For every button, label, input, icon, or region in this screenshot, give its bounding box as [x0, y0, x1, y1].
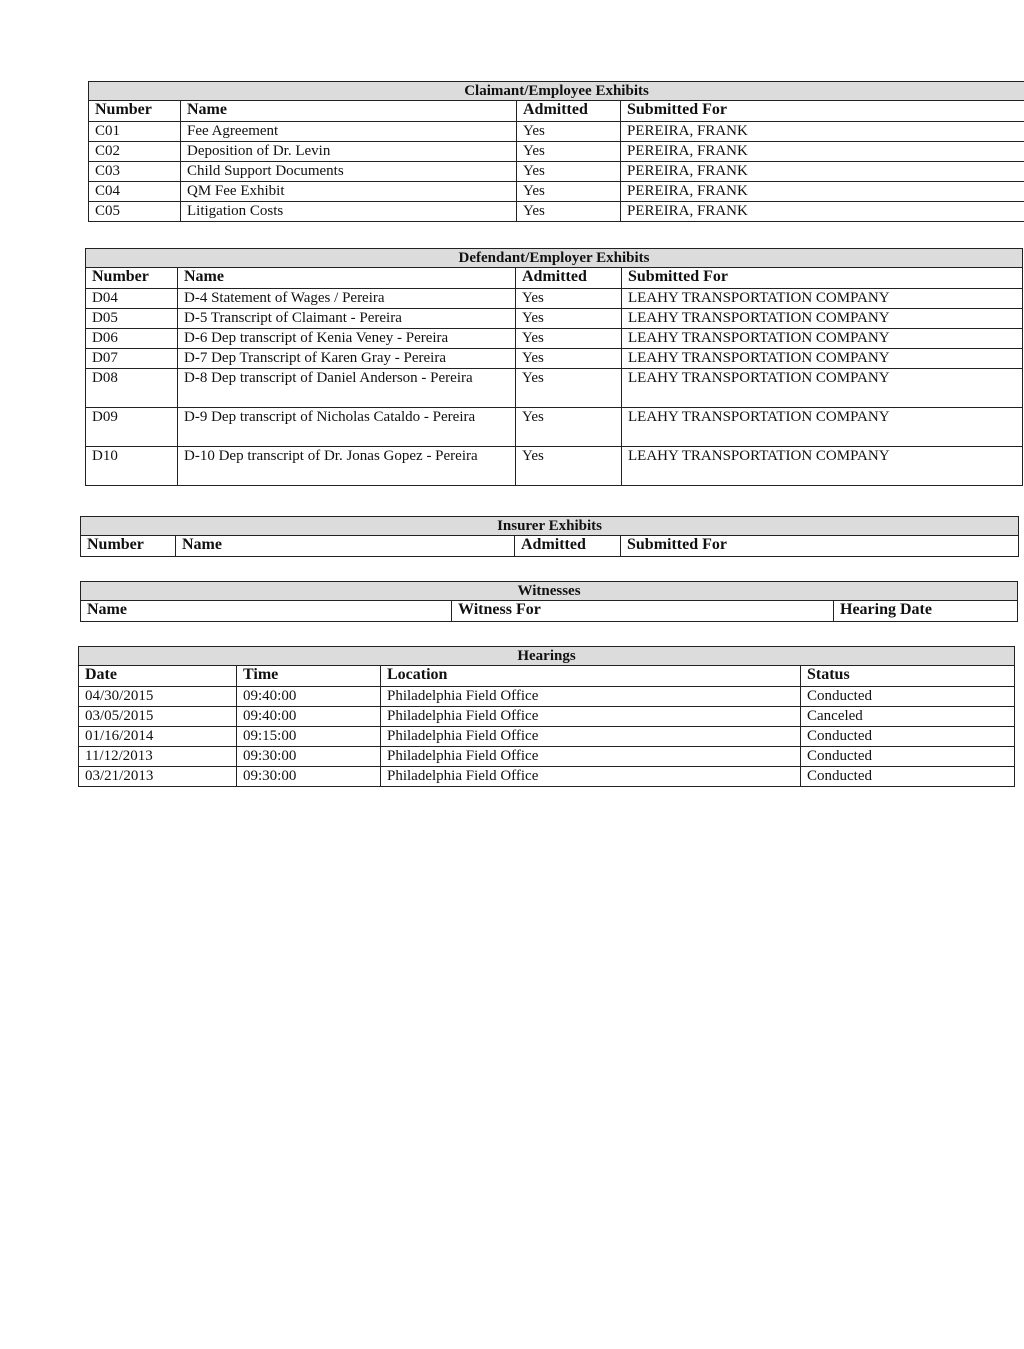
exhibit-number: D04 [86, 289, 178, 309]
exhibit-submitted-for: PEREIRA, FRANK [621, 202, 1024, 222]
column-header-number: Number [81, 536, 176, 557]
table-row [89, 122, 1024, 142]
exhibit-name: D-9 Dep transcript of Nicholas Cataldo - Pereira [178, 408, 516, 447]
hearing-date: 03/21/2013 [79, 767, 237, 787]
table-row [79, 767, 1015, 787]
exhibit-admitted: Yes [517, 202, 621, 222]
hearing-location: Philadelphia Field Office [381, 747, 801, 767]
exhibit-submitted-for: LEAHY TRANSPORTATION COMPANY [622, 309, 1023, 329]
column-header-status: Status [801, 666, 1015, 687]
exhibit-number: C03 [89, 162, 181, 182]
table-row [79, 707, 1015, 727]
claimant-exhibits-table [88, 81, 1024, 222]
exhibit-number: D08 [86, 369, 178, 408]
exhibit-admitted: Yes [516, 349, 622, 369]
exhibit-number: C01 [89, 122, 181, 142]
column-header-name: Name [181, 101, 517, 122]
exhibit-submitted-for: PEREIRA, FRANK [621, 142, 1024, 162]
exhibit-admitted: Yes [517, 122, 621, 142]
exhibit-admitted: Yes [516, 289, 622, 309]
hearing-time: 09:40:00 [237, 687, 381, 707]
exhibit-admitted: Yes [516, 447, 622, 486]
hearing-time: 09:30:00 [237, 747, 381, 767]
hearing-status: Conducted [801, 747, 1015, 767]
column-header-time: Time [237, 666, 381, 687]
column-header-location: Location [381, 666, 801, 687]
exhibit-admitted: Yes [516, 369, 622, 408]
exhibit-number: D06 [86, 329, 178, 349]
hearing-time: 09:40:00 [237, 707, 381, 727]
hearing-location: Philadelphia Field Office [381, 727, 801, 747]
table-row [86, 309, 1023, 329]
table-row [79, 687, 1015, 707]
exhibit-submitted-for: LEAHY TRANSPORTATION COMPANY [622, 349, 1023, 369]
exhibit-name: Fee Agreement [181, 122, 517, 142]
table-row [79, 747, 1015, 767]
column-header-hearing-date: Hearing Date [834, 601, 1018, 622]
exhibit-number: C04 [89, 182, 181, 202]
exhibit-submitted-for: LEAHY TRANSPORTATION COMPANY [622, 447, 1023, 486]
column-header-number: Number [86, 268, 178, 289]
exhibit-name: D-5 Transcript of Claimant - Pereira [178, 309, 516, 329]
hearing-status: Conducted [801, 767, 1015, 787]
exhibit-submitted-for: PEREIRA, FRANK [621, 122, 1024, 142]
table-row [89, 202, 1024, 222]
column-header-admitted: Admitted [515, 536, 621, 557]
column-header-submitted-for: Submitted For [621, 101, 1024, 122]
column-header-submitted-for: Submitted For [622, 268, 1023, 289]
column-header-date: Date [79, 666, 237, 687]
insurer-exhibits-table [80, 516, 1019, 557]
column-header-witness-for: Witness For [452, 601, 834, 622]
hearing-location: Philadelphia Field Office [381, 767, 801, 787]
hearing-time: 09:30:00 [237, 767, 381, 787]
exhibit-name: QM Fee Exhibit [181, 182, 517, 202]
hearings-table [78, 646, 1015, 787]
exhibit-name: D-8 Dep transcript of Daniel Anderson - Pereira [178, 369, 516, 408]
column-header-name: Name [176, 536, 515, 557]
exhibit-name: Litigation Costs [181, 202, 517, 222]
hearing-time: 09:15:00 [237, 727, 381, 747]
table-row [89, 142, 1024, 162]
exhibit-number: D10 [86, 447, 178, 486]
exhibit-number: C05 [89, 202, 181, 222]
table-row [89, 162, 1024, 182]
hearings-title: Hearings [79, 647, 1015, 666]
column-header-name: Name [81, 601, 452, 622]
exhibit-submitted-for: PEREIRA, FRANK [621, 162, 1024, 182]
hearing-status: Conducted [801, 687, 1015, 707]
exhibit-submitted-for: LEAHY TRANSPORTATION COMPANY [622, 408, 1023, 447]
exhibit-number: D05 [86, 309, 178, 329]
column-header-name: Name [178, 268, 516, 289]
exhibit-submitted-for: PEREIRA, FRANK [621, 182, 1024, 202]
exhibit-number: D07 [86, 349, 178, 369]
claimant-exhibits-title: Claimant/Employee Exhibits [89, 82, 1024, 101]
table-row [89, 182, 1024, 202]
exhibit-submitted-for: LEAHY TRANSPORTATION COMPANY [622, 289, 1023, 309]
column-header-admitted: Admitted [517, 101, 621, 122]
hearing-date: 01/16/2014 [79, 727, 237, 747]
exhibit-number: C02 [89, 142, 181, 162]
table-row [86, 447, 1023, 486]
defendant-exhibits-table [85, 248, 1023, 486]
defendant-exhibits-title: Defendant/Employer Exhibits [86, 249, 1023, 268]
exhibit-name: D-6 Dep transcript of Kenia Veney - Pereira [178, 329, 516, 349]
column-header-number: Number [89, 101, 181, 122]
exhibit-name: Child Support Documents [181, 162, 517, 182]
column-header-submitted-for: Submitted For [621, 536, 1019, 557]
exhibit-name: Deposition of Dr. Levin [181, 142, 517, 162]
hearing-status: Conducted [801, 727, 1015, 747]
exhibit-admitted: Yes [516, 309, 622, 329]
hearing-location: Philadelphia Field Office [381, 687, 801, 707]
exhibit-admitted: Yes [516, 329, 622, 349]
hearing-location: Philadelphia Field Office [381, 707, 801, 727]
table-row [79, 727, 1015, 747]
table-row [86, 369, 1023, 408]
hearing-status: Canceled [801, 707, 1015, 727]
witnesses-table [80, 581, 1018, 622]
exhibit-name: D-10 Dep transcript of Dr. Jonas Gopez - Pereira [178, 447, 516, 486]
witnesses-title: Witnesses [81, 582, 1018, 601]
exhibit-submitted-for: LEAHY TRANSPORTATION COMPANY [622, 329, 1023, 349]
exhibit-admitted: Yes [517, 142, 621, 162]
table-row [86, 408, 1023, 447]
table-row [86, 329, 1023, 349]
exhibit-number: D09 [86, 408, 178, 447]
column-header-admitted: Admitted [516, 268, 622, 289]
exhibit-admitted: Yes [517, 162, 621, 182]
exhibit-name: D-4 Statement of Wages / Pereira [178, 289, 516, 309]
exhibit-name: D-7 Dep Transcript of Karen Gray - Pereira [178, 349, 516, 369]
exhibit-admitted: Yes [516, 408, 622, 447]
table-row [86, 349, 1023, 369]
exhibit-admitted: Yes [517, 182, 621, 202]
hearing-date: 04/30/2015 [79, 687, 237, 707]
table-row [86, 289, 1023, 309]
hearing-date: 11/12/2013 [79, 747, 237, 767]
exhibit-submitted-for: LEAHY TRANSPORTATION COMPANY [622, 369, 1023, 408]
insurer-exhibits-title: Insurer Exhibits [81, 517, 1019, 536]
hearing-date: 03/05/2015 [79, 707, 237, 727]
